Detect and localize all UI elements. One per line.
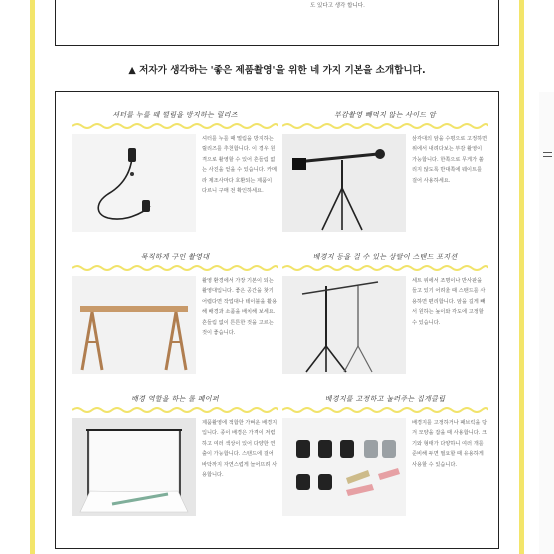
- yellow-wave-divider: [72, 406, 278, 414]
- section-clips: [282, 394, 488, 524]
- section-title: 배경지 등을 걸 수 있는 상탈이 스탠드 포지션: [312, 253, 458, 261]
- section-title: 배경 역할을 하는 롤 페이퍼: [131, 395, 219, 403]
- top-note-text: [310, 0, 496, 10]
- roll-paper-photo: [72, 418, 196, 516]
- section-description: 촬영 환경에서 가장 기본이 되는 촬영대입니다. 좋은 공간을 찾기 어렵다면 작업대나 테이블을 활용해 배경과 소품을 배치해 보세요. 흔들림 없이 튼튼한 것을 고르는 것이 좋습니다.: [202, 278, 278, 337]
- stand-photo: [282, 276, 406, 374]
- right-edge-strip: [539, 92, 554, 554]
- section-roll-paper: [72, 394, 278, 524]
- section-description: 세트 위에서 조명이나 반사판을 들고 있기 어려울 때 스탠드를 사용하면 편리합니다. 암을 길게 빼서 원하는 높이와 각도에 고정할 수 있습니다.: [412, 278, 486, 326]
- section-title: 묵직하게 구인 촬영대: [140, 253, 210, 261]
- section-description: 셔터를 누를 때 떨림을 방지하는 릴리즈를 추천합니다. 이 경우 원격으로 촬영할 수 있어 흔들림 없는 사진을 얻을 수 있습니다. 카메라 제조사마다 호환되는 제품이 다르니 구매 전 확인하세요.: [202, 136, 278, 195]
- section-title: 부감촬영 빼먹지 않는 사이드 암: [334, 111, 436, 119]
- clips-photo: [282, 418, 406, 516]
- content-card: [55, 91, 499, 549]
- yellow-wave-divider: [282, 264, 488, 272]
- table-photo: [72, 276, 196, 374]
- section-title: 셔터를 누를 때 떨림을 방지하는 릴리즈: [112, 111, 238, 119]
- release-photo: [72, 134, 196, 232]
- section-description: 배경지를 고정하거나 패브릭을 당겨 모양을 잡을 때 사용합니다. 크기와 형태가 다양하니 여러 개를 준비해 두면 필요할 때 유용하게 사용할 수 있습니다.: [412, 420, 488, 468]
- section-release: [72, 110, 278, 240]
- yellow-wave-divider: [72, 122, 278, 130]
- top-note-line-2: 도 있다고 생각 합니다.: [310, 3, 365, 9]
- section-shooting-table: [72, 252, 278, 382]
- edge-mark: [543, 156, 552, 157]
- side-arm-photo: [282, 134, 406, 232]
- page-heading: ▲ 저자가 생각하는 '좋은 제품촬영'을 위한 네 가지 기본을 소개합니다.: [128, 65, 426, 76]
- edge-mark: [543, 152, 552, 153]
- section-stand: [282, 252, 488, 382]
- section-description: 제품촬영에 적합한 가벼운 배경지입니다. 종이 배경은 가격이 저렴하고 여러 색상이 있어 다양한 연출이 가능합니다. 스탠드에 걸어 바닥까지 자연스럽게 늘어뜨려 사용합니다.: [202, 420, 278, 479]
- yellow-wave-divider: [282, 122, 488, 130]
- yellow-wave-divider: [72, 264, 278, 272]
- section-title: 배경지를 고정하고 눌러주는 집게클립: [324, 395, 446, 403]
- top-note-box: [55, 0, 499, 46]
- section-side-arm: [282, 110, 488, 240]
- yellow-wave-divider: [282, 406, 488, 414]
- section-description: 삼각대의 암을 수평으로 고정하면 위에서 내려다보는 부감 촬영이 가능합니다. 한쪽으로 무게가 쏠리지 않도록 반대쪽에 웨이트를 걸어 사용하세요.: [412, 136, 488, 184]
